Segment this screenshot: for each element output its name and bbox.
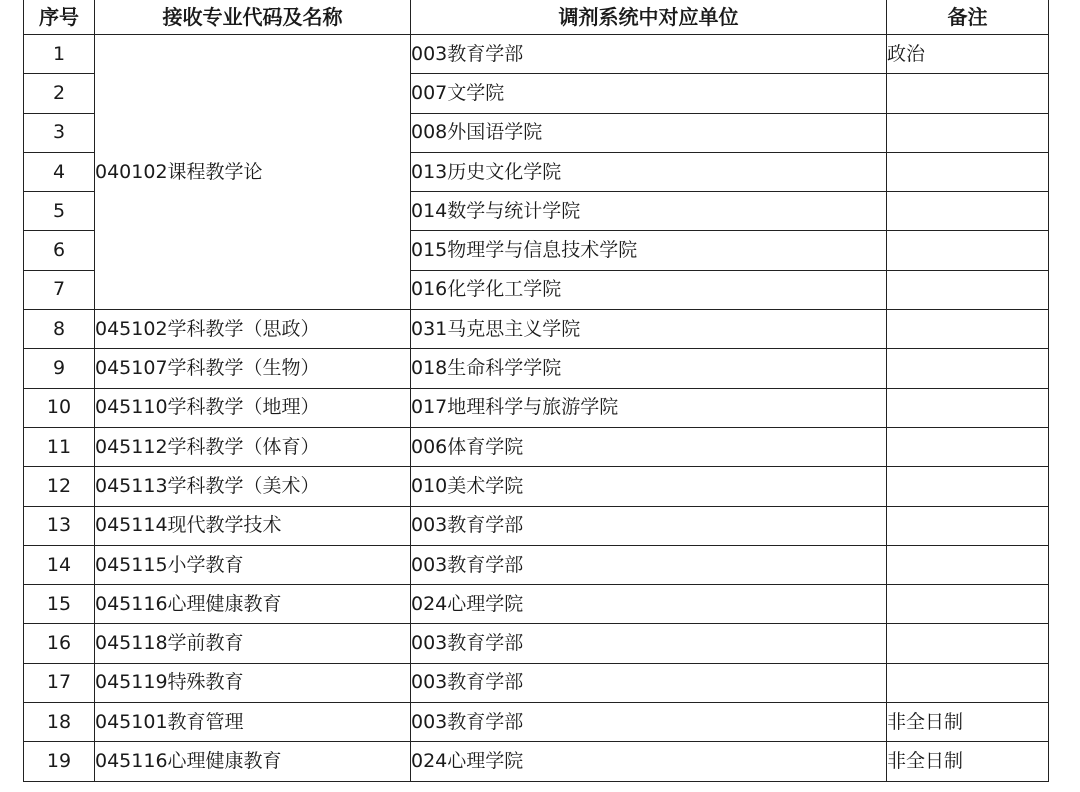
table-row bbox=[24, 663, 1049, 702]
header-unit-in-system: 调剂系统中对应单位 bbox=[411, 0, 887, 35]
unit-cell: 010美术学院 bbox=[411, 467, 887, 506]
note-cell bbox=[887, 270, 1049, 309]
note-cell bbox=[887, 113, 1049, 152]
unit-cell: 017地理科学与旅游学院 bbox=[411, 388, 887, 427]
row-number: 9 bbox=[24, 349, 95, 388]
unit-cell: 008外国语学院 bbox=[411, 113, 887, 152]
major-cell: 045101教育管理 bbox=[95, 703, 411, 742]
unit-cell: 015物理学与信息技术学院 bbox=[411, 231, 887, 270]
major-cell: 045115小学教育 bbox=[95, 545, 411, 584]
unit-cell: 016化学化工学院 bbox=[411, 270, 887, 309]
major-cell: 045112学科教学（体育） bbox=[95, 427, 411, 466]
note-cell bbox=[887, 74, 1049, 113]
major-cell: 045116心理健康教育 bbox=[95, 742, 411, 781]
row-number: 8 bbox=[24, 310, 95, 349]
note-cell bbox=[887, 585, 1049, 624]
table-row bbox=[24, 427, 1049, 466]
table-row bbox=[24, 585, 1049, 624]
unit-cell: 024心理学院 bbox=[411, 742, 887, 781]
major-cell: 045116心理健康教育 bbox=[95, 585, 411, 624]
unit-cell: 006体育学院 bbox=[411, 427, 887, 466]
row-number: 1 bbox=[24, 35, 95, 74]
note-cell bbox=[887, 388, 1049, 427]
unit-cell: 007文学院 bbox=[411, 74, 887, 113]
unit-cell: 014数学与统计学院 bbox=[411, 192, 887, 231]
row-number: 11 bbox=[24, 427, 95, 466]
row-number: 4 bbox=[24, 152, 95, 191]
unit-cell: 003教育学部 bbox=[411, 663, 887, 702]
table-row bbox=[24, 506, 1049, 545]
table-row bbox=[24, 703, 1049, 742]
note-cell bbox=[887, 192, 1049, 231]
major-cell: 045119特殊教育 bbox=[95, 663, 411, 702]
header-serial-number: 序号 bbox=[24, 0, 95, 35]
note-cell bbox=[887, 545, 1049, 584]
major-cell: 045102学科教学（思政） bbox=[95, 310, 411, 349]
table-row bbox=[24, 35, 1049, 74]
unit-cell: 018生命科学学院 bbox=[411, 349, 887, 388]
major-cell: 045113学科教学（美术） bbox=[95, 467, 411, 506]
row-number: 5 bbox=[24, 192, 95, 231]
major-cell: 045110学科教学（地理） bbox=[95, 388, 411, 427]
note-cell: 政治 bbox=[887, 35, 1049, 74]
major-cell: 045118学前教育 bbox=[95, 624, 411, 663]
row-number: 13 bbox=[24, 506, 95, 545]
merged-major-cell: 040102课程教学论 bbox=[95, 35, 411, 310]
note-cell bbox=[887, 310, 1049, 349]
note-cell bbox=[887, 624, 1049, 663]
adjustment-units-table bbox=[23, 0, 1049, 782]
note-cell: 非全日制 bbox=[887, 703, 1049, 742]
note-cell: 非全日制 bbox=[887, 742, 1049, 781]
row-number: 6 bbox=[24, 231, 95, 270]
major-cell: 045107学科教学（生物） bbox=[95, 349, 411, 388]
row-number: 3 bbox=[24, 113, 95, 152]
unit-cell: 031马克思主义学院 bbox=[411, 310, 887, 349]
note-cell bbox=[887, 152, 1049, 191]
header-major-code-name: 接收专业代码及名称 bbox=[95, 0, 411, 35]
note-cell bbox=[887, 349, 1049, 388]
table-row bbox=[24, 310, 1049, 349]
table-row bbox=[24, 624, 1049, 663]
note-cell bbox=[887, 506, 1049, 545]
header-remarks: 备注 bbox=[887, 0, 1049, 35]
unit-cell: 003教育学部 bbox=[411, 35, 887, 74]
row-number: 18 bbox=[24, 703, 95, 742]
row-number: 2 bbox=[24, 74, 95, 113]
table-row bbox=[24, 388, 1049, 427]
table-row bbox=[24, 349, 1049, 388]
table-row bbox=[24, 545, 1049, 584]
row-number: 14 bbox=[24, 545, 95, 584]
note-cell bbox=[887, 663, 1049, 702]
note-cell bbox=[887, 231, 1049, 270]
table-header-row bbox=[24, 0, 1049, 35]
note-cell bbox=[887, 467, 1049, 506]
note-cell bbox=[887, 427, 1049, 466]
unit-cell: 003教育学部 bbox=[411, 703, 887, 742]
row-number: 19 bbox=[24, 742, 95, 781]
unit-cell: 003教育学部 bbox=[411, 506, 887, 545]
row-number: 17 bbox=[24, 663, 95, 702]
row-number: 12 bbox=[24, 467, 95, 506]
row-number: 7 bbox=[24, 270, 95, 309]
major-cell: 045114现代教学技术 bbox=[95, 506, 411, 545]
row-number: 10 bbox=[24, 388, 95, 427]
unit-cell: 024心理学院 bbox=[411, 585, 887, 624]
row-number: 15 bbox=[24, 585, 95, 624]
unit-cell: 003教育学部 bbox=[411, 624, 887, 663]
unit-cell: 013历史文化学院 bbox=[411, 152, 887, 191]
row-number: 16 bbox=[24, 624, 95, 663]
unit-cell: 003教育学部 bbox=[411, 545, 887, 584]
table-row bbox=[24, 742, 1049, 781]
table-row bbox=[24, 467, 1049, 506]
